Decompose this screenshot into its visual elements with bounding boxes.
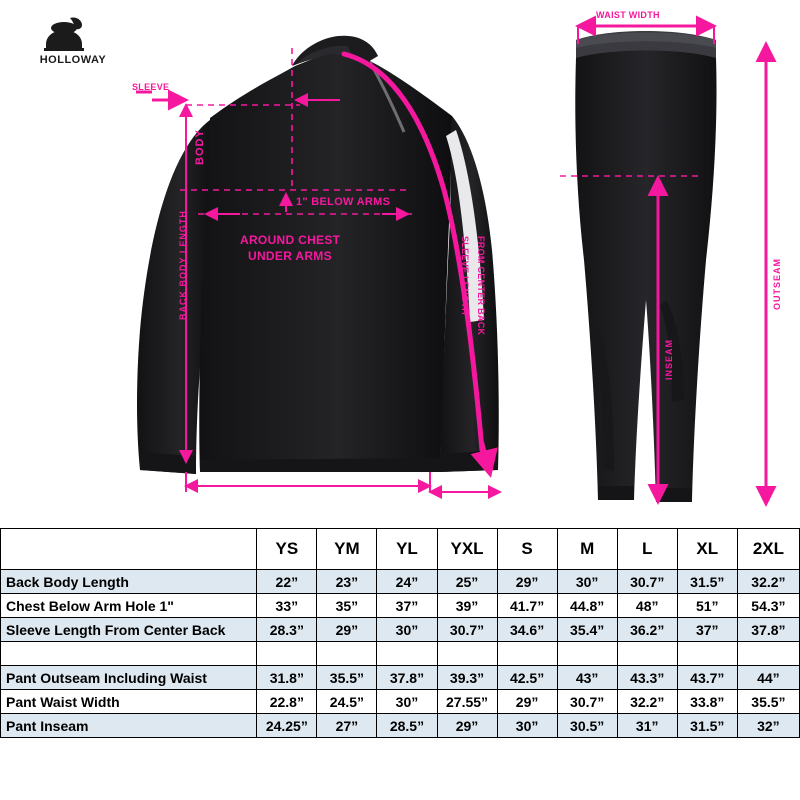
cell: 24.5” [317, 690, 377, 714]
spacer-cell [497, 642, 557, 666]
cell: 22” [257, 570, 317, 594]
cell: 29” [437, 714, 497, 738]
cell: 30” [377, 618, 437, 642]
spacer-cell [557, 642, 617, 666]
cell: 43.3” [617, 666, 677, 690]
callout-below-arms: 1" BELOW ARMS [296, 196, 391, 208]
table-row-sleeve-length [1, 618, 800, 642]
spacer-cell [257, 642, 317, 666]
table-row-chest-below-arm-hole [1, 594, 800, 618]
cell: 32” [737, 714, 799, 738]
size-header-m: M [557, 529, 617, 570]
table-row-back-body-length [1, 570, 800, 594]
spacer-cell [377, 642, 437, 666]
table-row-pant-waist-width [1, 690, 800, 714]
cell: 32.2” [737, 570, 799, 594]
size-header-xl: XL [677, 529, 737, 570]
cell: 51” [677, 594, 737, 618]
callout-body: BODY [194, 129, 206, 165]
cell: 30” [377, 690, 437, 714]
cell: 54.3” [737, 594, 799, 618]
callout-waist-width: WAIST WIDTH [596, 10, 660, 20]
cell: 37” [377, 594, 437, 618]
row-label: Sleeve Length From Center Back [1, 618, 257, 642]
cell: 30.7” [557, 690, 617, 714]
row-label: Chest Below Arm Hole 1" [1, 594, 257, 618]
cell: 37.8” [377, 666, 437, 690]
cell: 31.8” [257, 666, 317, 690]
cell: 31” [617, 714, 677, 738]
cell: 44” [737, 666, 799, 690]
cell: 34.6” [497, 618, 557, 642]
size-header-ys: YS [257, 529, 317, 570]
cell: 25” [437, 570, 497, 594]
size-header-l: L [617, 529, 677, 570]
cell: 30” [497, 714, 557, 738]
row-label: Back Body Length [1, 570, 257, 594]
cell: 33” [257, 594, 317, 618]
spacer-cell [617, 642, 677, 666]
brand-logo [18, 14, 128, 80]
table-corner-cell [1, 529, 257, 570]
cell: 23” [317, 570, 377, 594]
spacer-cell [737, 642, 799, 666]
cell: 37.8” [737, 618, 799, 642]
cell: 24” [377, 570, 437, 594]
pants-graphic [575, 31, 716, 502]
callout-inseam: INSEAM [664, 338, 674, 380]
cell: 35.4” [557, 618, 617, 642]
callout-sleeve-length-line2: FROM CENTER BACK [476, 236, 486, 336]
cell: 29” [497, 690, 557, 714]
cell: 24.25” [257, 714, 317, 738]
cell: 29” [317, 618, 377, 642]
spacer-cell [677, 642, 737, 666]
cell: 30.5” [557, 714, 617, 738]
cell: 41.7” [497, 594, 557, 618]
cell: 42.5” [497, 666, 557, 690]
table-row-pant-inseam [1, 714, 800, 738]
brand-name: HOLLOWAY [39, 54, 107, 66]
table-spacer-row [1, 642, 800, 666]
callout-around-chest-line2: UNDER ARMS [248, 249, 332, 263]
cell: 43.7” [677, 666, 737, 690]
callout-sleeve-length-line1: SLEEVE LENGTH [460, 236, 470, 315]
cell: 22.8” [257, 690, 317, 714]
size-header-ym: YM [317, 529, 377, 570]
cell: 33.8” [677, 690, 737, 714]
row-label: Pant Outseam Including Waist [1, 666, 257, 690]
cell: 28.5” [377, 714, 437, 738]
cell: 29” [497, 570, 557, 594]
cell: 30.7” [437, 618, 497, 642]
spacer-cell [1, 642, 257, 666]
cell: 27.55” [437, 690, 497, 714]
table-row-pant-outseam [1, 666, 800, 690]
cell: 28.3” [257, 618, 317, 642]
size-chart-table [0, 528, 800, 738]
cell: 32.2” [617, 690, 677, 714]
cell: 37” [677, 618, 737, 642]
callout-around-chest-line1: AROUND CHEST [240, 233, 341, 247]
cell: 35.5” [737, 690, 799, 714]
cell: 30.7” [617, 570, 677, 594]
row-label: Pant Waist Width [1, 690, 257, 714]
size-header-yxl: YXL [437, 529, 497, 570]
cell: 36.2” [617, 618, 677, 642]
callout-sleeve: SLEEVE [132, 82, 170, 92]
cell: 39” [437, 594, 497, 618]
size-header-2xl: 2XL [737, 529, 799, 570]
callout-outseam: OUTSEAM [772, 258, 782, 310]
cell: 35.5” [317, 666, 377, 690]
cell: 30” [557, 570, 617, 594]
cell: 35” [317, 594, 377, 618]
callout-back-body-length: BACK BODY LENGTH [178, 210, 188, 320]
cell: 27” [317, 714, 377, 738]
cell: 44.8” [557, 594, 617, 618]
holloway-logo-icon [40, 14, 88, 52]
cell: 39.3” [437, 666, 497, 690]
cell: 31.5” [677, 570, 737, 594]
table-header-row [1, 529, 800, 570]
spacer-cell [437, 642, 497, 666]
row-label: Pant Inseam [1, 714, 257, 738]
cell: 48” [617, 594, 677, 618]
size-header-yl: YL [377, 529, 437, 570]
spacer-cell [317, 642, 377, 666]
cell: 43” [557, 666, 617, 690]
size-header-s: S [497, 529, 557, 570]
cell: 31.5” [677, 714, 737, 738]
